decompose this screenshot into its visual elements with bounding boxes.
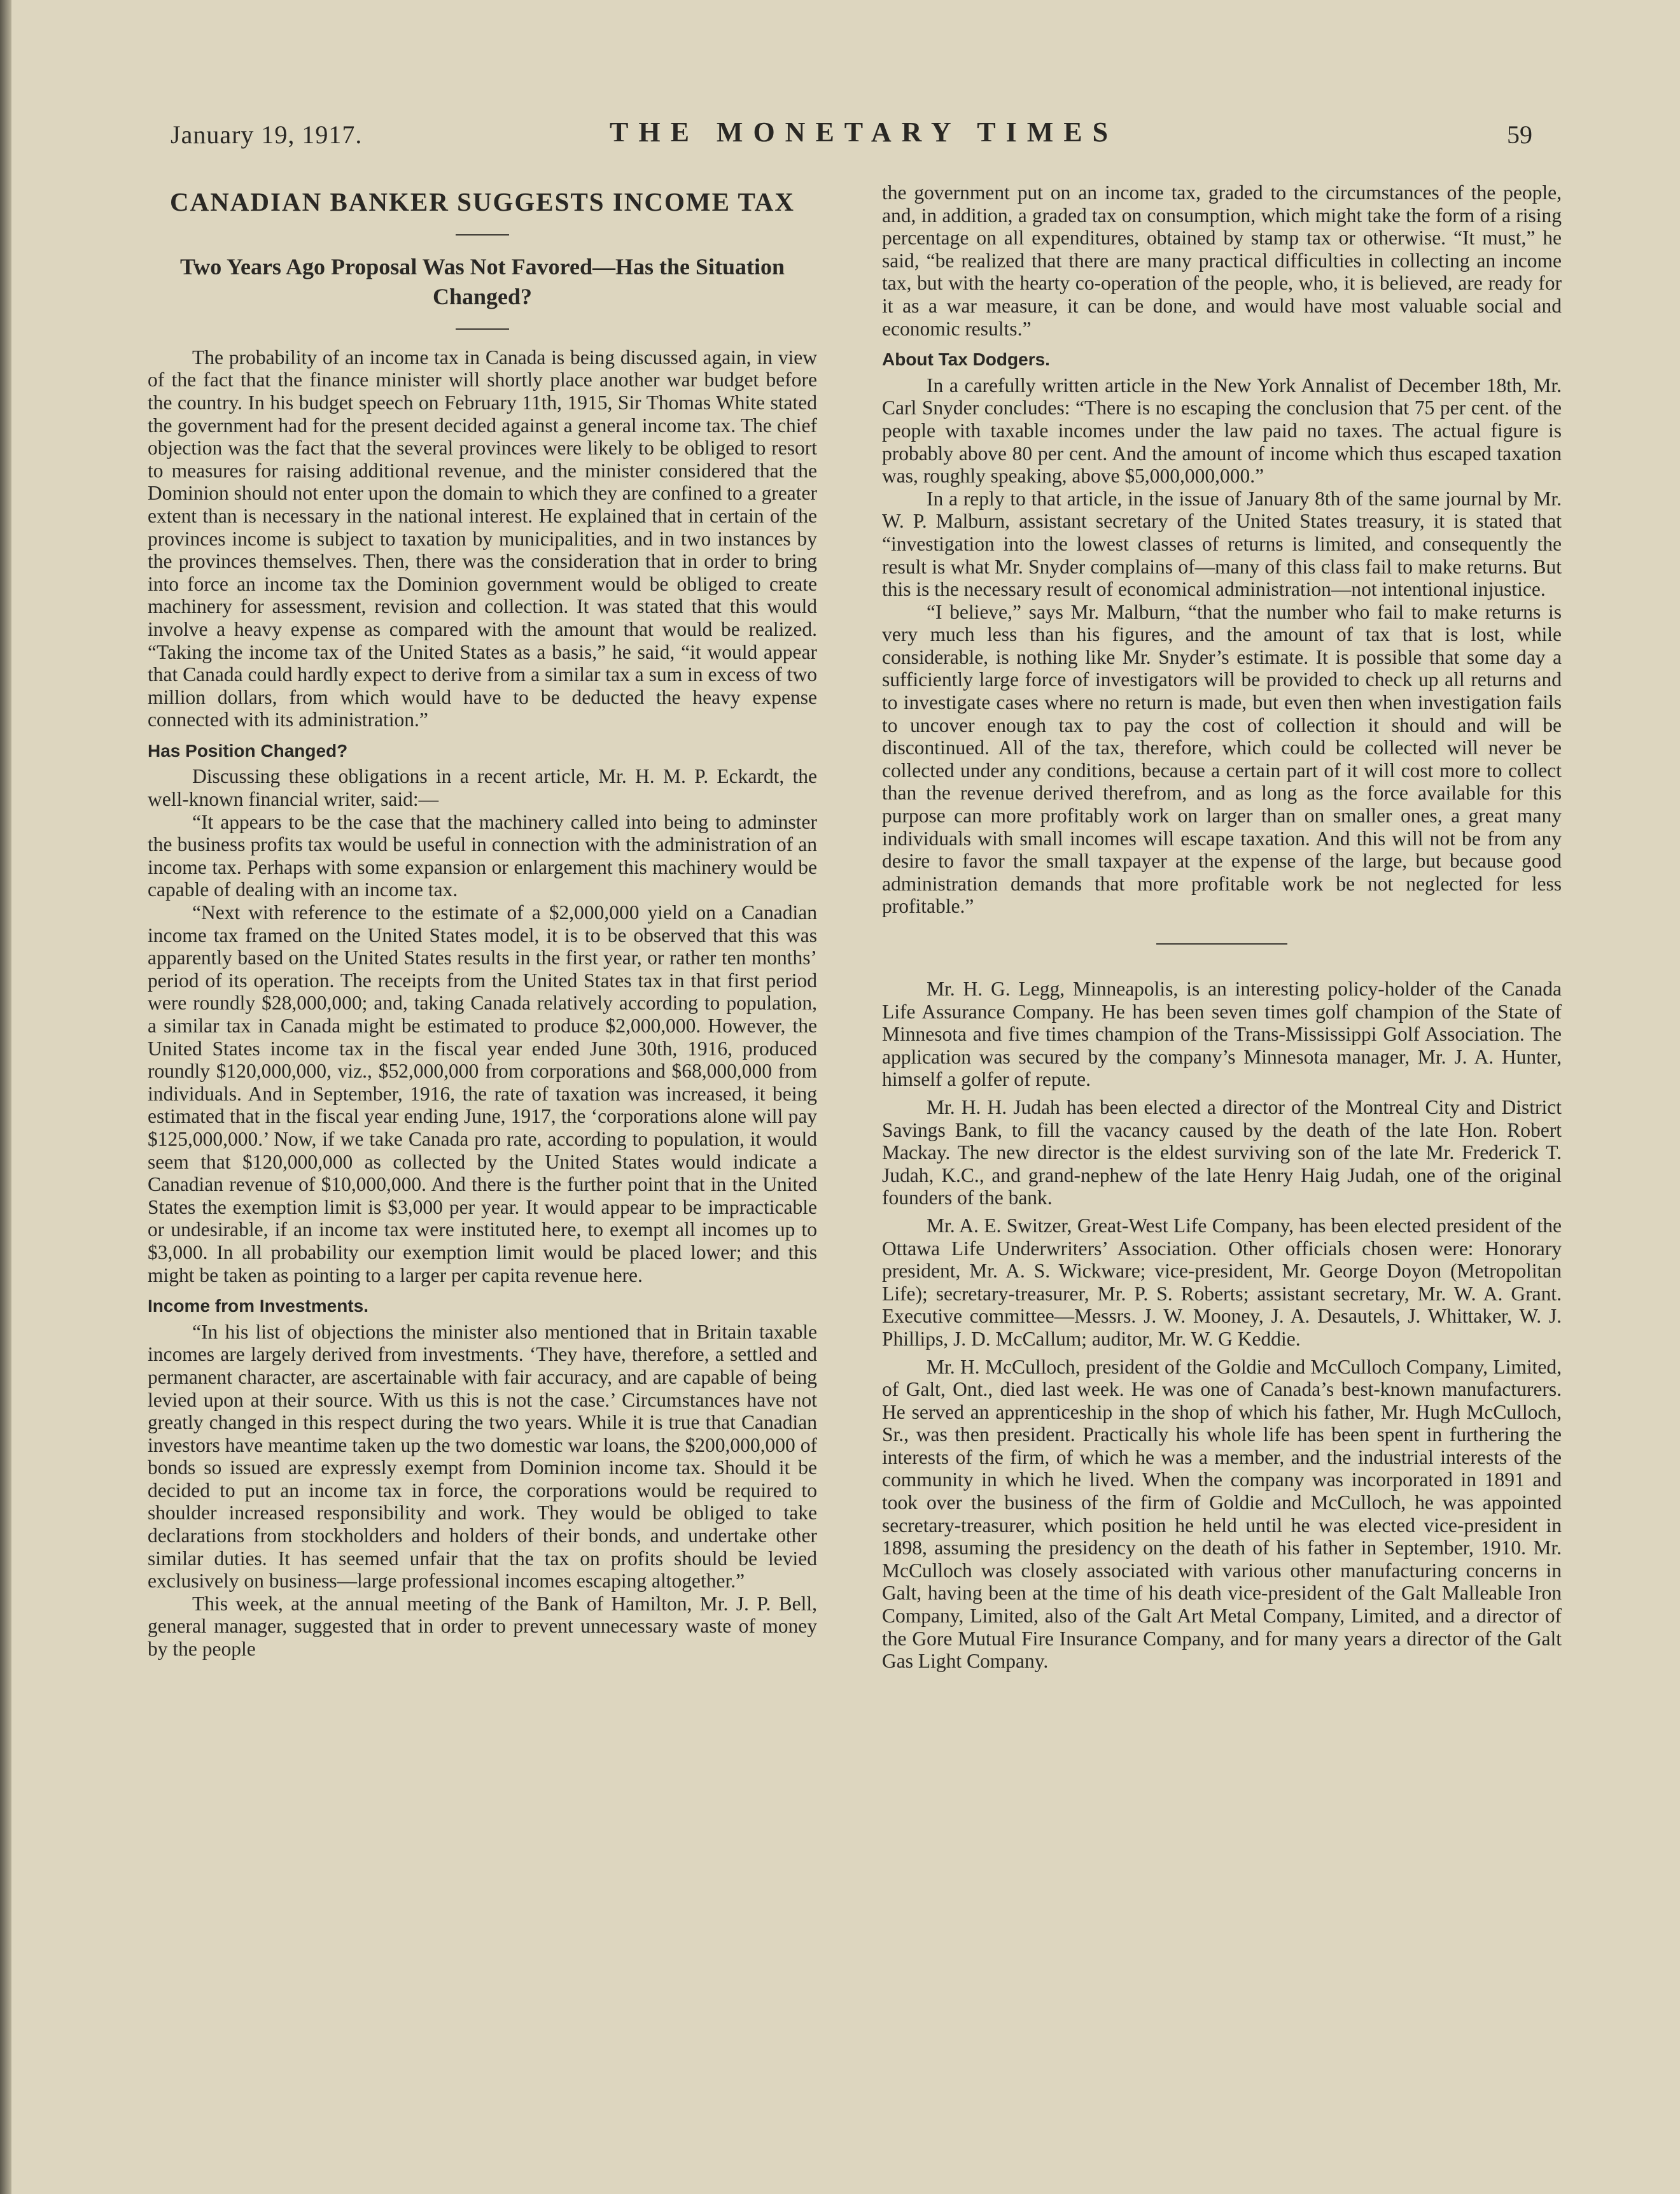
left-column [148, 181, 817, 1661]
right-column [882, 181, 1562, 1678]
running-head [171, 115, 1532, 159]
section-heading-income-investments: Income from Investments. [148, 1296, 368, 1316]
paragraph: This week, at the annual meeting of the Bank of Hamilton, Mr. J. P. Bell, general manager, suggested that in order to prevent unnecessary waste of money by the people [148, 1592, 817, 1661]
article-headline: CANADIAN BANKER SUGGESTS INCOME TAX [169, 187, 795, 216]
paragraph: In a carefully written article in the New York Annalist of December 18th, Mr. Carl Snyder concludes: “There is no escaping the conclusion that 75 per cent. of the people with taxable incomes under the law paid no taxes. The actual figure is probably above 80 per cent. And the amount of income which thus escaped taxation was, roughly speaking, above $5,000,000,000.” [882, 374, 1562, 488]
paragraph: “In his list of objections the minister also mentioned that in Britain taxable incomes are largely derived from investments. ‘They have, therefore, a settled and permanent character, are ascertainable with fair accuracy, and are capable of being levied upon at their source. With us this is not the case.’ Circumstances have not greatly changed in this respect during the two years. While it is true that Canadian investors have meantime taken up the two domestic war loans, the $200,000,000 of bonds so issued are expressly exempt from Dominion income tax. Should it be decided to put an income tax in force, the corporations would be required to shoulder increased responsibility and work. They would be obliged to take declarations from stockholders and holders of their bonds, and undertake other similar duties. It has seemed unfair that the tax on profits should be levied exclusively on business—large professional incomes escaping altogether.” [148, 1320, 817, 1593]
personal-item: Mr. A. E. Switzer, Great-West Life Company, has been elected president of the Ottawa Life Underwriters’ Association. Other officials chosen were: Honorary president, Mr. A. S. Wickware; vice-president, Mr. George Doyon (Metropolitan Life); secretary-treasurer, Mr. P. S. Roberts; assistant secretary, Mr. W. A. Grant. Executive committee—Messrs. J. W. Mooney, J. A. Desautels, J. Whittaker, W. J. Phillips, J. D. McCallum; auditor, Mr. W. G Keddie. [882, 1214, 1562, 1350]
paragraph-continued: the government put on an income tax, graded to the circumstances of the people, and, in addition, a graded tax on consumption, which might take the form of a rising percentage on all expenditures, obtained by stamp tax or otherwise. “It must,” he said, “be realized that there are many practical difficulties in collecting an income tax, but with the hearty co-operation of the people, who, it is believed, are ready for it as a war measure, it can be done, and would have most valuable social and economic results.” [882, 181, 1562, 340]
issue-date: January 19, 1917. [171, 120, 363, 149]
paragraph: “I believe,” says Mr. Malburn, “that the number who fail to make returns is very much less than his figures, and the amount of tax that is lost, while considerable, is nothing like Mr. Snyder’s estimate. It is possible that some day a sufficiently large force of investigators will be provided to check up all returns and to investigate cases where no return is made, but even then when investigation fails to uncover enough tax to pay the cost of collection it should and will be discontinued. All of the tax, therefore, which could be collected will never be collected under any conditions, because a certain part of it will cost more to collect than the revenue derived therefrom, and as long as the force available for this purpose can more profitably work on larger than on smaller ones, a great many individuals with small incomes will escape taxation. And this will not be from any desire to favor the small taxpayer at the expense of the large, but because good administration demands that more profitable work be not neglected for less profitable.” [882, 600, 1562, 918]
section-heading-tax-dodgers: About Tax Dodgers. [882, 349, 1050, 370]
page-number: 59 [1507, 120, 1532, 149]
publication-title: THE MONETARY TIMES [610, 116, 1119, 148]
personal-item: Mr. H. H. Judah has been elected a director of the Montreal City and District Savings Bank, to fill the vacancy caused by the death of the late Hon. Robert Mackay. The new director is the eldest surviving son of the late Mr. Frederick T. Judah, K.C., and grand-nephew of the late Henry Haig Judah, one of the original founders of the bank. [882, 1095, 1562, 1209]
section-divider-rule [1156, 943, 1287, 945]
personal-item: Mr. H. G. Legg, Minneapolis, is an interesting policy-holder of the Canada Life Assurance Company. He has been seven times golf champion of the State of Minnesota and five times champion of the Trans-Mississippi Golf Association. The application was secured by the company’s Minnesota manager, Mr. J. A. Hunter, himself a golfer of repute. [882, 978, 1562, 1091]
headline-rule [456, 234, 509, 236]
article-intro: The probability of an income tax in Canada is being discussed again, in view of the fact that the finance minister will shortly place another war budget before the country. In his budget speech on February 11th, 1915, Sir Thomas White stated the government had for the present decided against a general income tax. The chief objection was the fact that the several provinces were likely to be obliged to resort to measures for raising additional revenue, and the minister considered that the Dominion should not enter upon the domain to which they are confined to a greater extent than is necessary in the national interest. He explained that in certain of the provinces income is subject to taxation by municipalities, and in two instances by the provinces themselves. Then, there was the consideration that in order to bring into force an income tax the Dominion government would be obliged to create machinery for assessment, revision and collection. It was stated that this would involve a heavy expense as compared with the amount that would be realized. “Taking the income tax of the United States as a basis,” he said, “it would appear that Canada could hardly expect to derive from a similar tax a sum in excess of two million dollars, from which would have to be deducted the heavy expense connected with its administration.” [148, 346, 817, 731]
subheadline-rule [456, 328, 509, 330]
page-edge-shadow [0, 0, 11, 2194]
paragraph: “Next with reference to the estimate of a $2,000,000 yield on a Canadian income tax framed on the United States model, it is to be observed that this was apparently based on the United States results in the first year, or rather ten months’ period of its operation. The receipts from the United States tax in that first period were roundly $28,000,000; and, taking Canada relatively according to population, a similar tax in Canada might be estimated to produce $2,000,000. However, the United States income tax in the fiscal year ended June 30th, 1916, produced roundly $120,000,000, viz., $52,000,000 from corporations and $68,000,000 from individuals. And in September, 1916, the rate of taxation was increased, it being estimated that in the fiscal year ending June, 1917, the ‘corporations alone will pay $125,000,000.’ Now, if we take Canada pro rate, according to population, it would seem that $120,000,000 as collected by the United States would indicate a Canadian revenue of $10,000,000. And there is the further point that in the United States the exemption limit is $3,000 per year. It would appear to be impracticable or undesirable, if an income tax were instituted here, to exempt all incomes up to $3,000. In all probability our exemption limit would be placed lower; and this might be taken as pointing to a larger per capita revenue here. [148, 901, 817, 1286]
paragraph: In a reply to that article, in the issue of January 8th of the same journal by Mr. W. P. Malburn, assistant secretary of the United States treasury, it is stated that “investigation into the lowest classes of returns is limited, and consequently the result is what Mr. Snyder complains of—many of this class fail to make returns. But this is the necessary result of economical administration—not intentional injustice. [882, 487, 1562, 601]
paragraph: “It appears to be the case that the machinery called into being to adminster the business profits tax would be useful in connection with the administration of an income tax. Perhaps with some expansion or enlargement this machinery would be capable of dealing with an income tax. [148, 810, 817, 901]
personal-item: Mr. H. McCulloch, president of the Goldie and McCulloch Company, Limited, of Galt, Ont., died last week. He was one of Canada’s best-known manufacturers. He served an apprenticeship in the shop of which his father, Mr. Hugh McCulloch, Sr., was then president. Practically his whole life has been spent in furthering the interests of the firm, of which he was a member, and the industrial interests of the community in which he lived. When the company was incorporated in 1891 and took over the business of the firm of Goldie and McCulloch, he was appointed secretary-treasurer, which position he held until he was elected vice-president in 1898, assuming the presidency on the death of his father in September, 1910. Mr. McCulloch was closely associated with various other manufacturing concerns in Galt, having been at the time of his death vice-president of the Galt Malleable Iron Company, Limited, also of the Galt Art Metal Company, Limited, and a director of the Gore Mutual Fire Insurance Company, and for many years a director of the Galt Gas Light Company. [882, 1355, 1562, 1673]
section-heading-position-changed: Has Position Changed? [148, 740, 348, 761]
paragraph: Discussing these obligations in a recent article, Mr. H. M. P. Eckardt, the well-known financial writer, said:— [148, 765, 817, 811]
article-subheadline: Two Years Ago Proposal Was Not Favored—Has the Situation Changed? [179, 254, 785, 309]
